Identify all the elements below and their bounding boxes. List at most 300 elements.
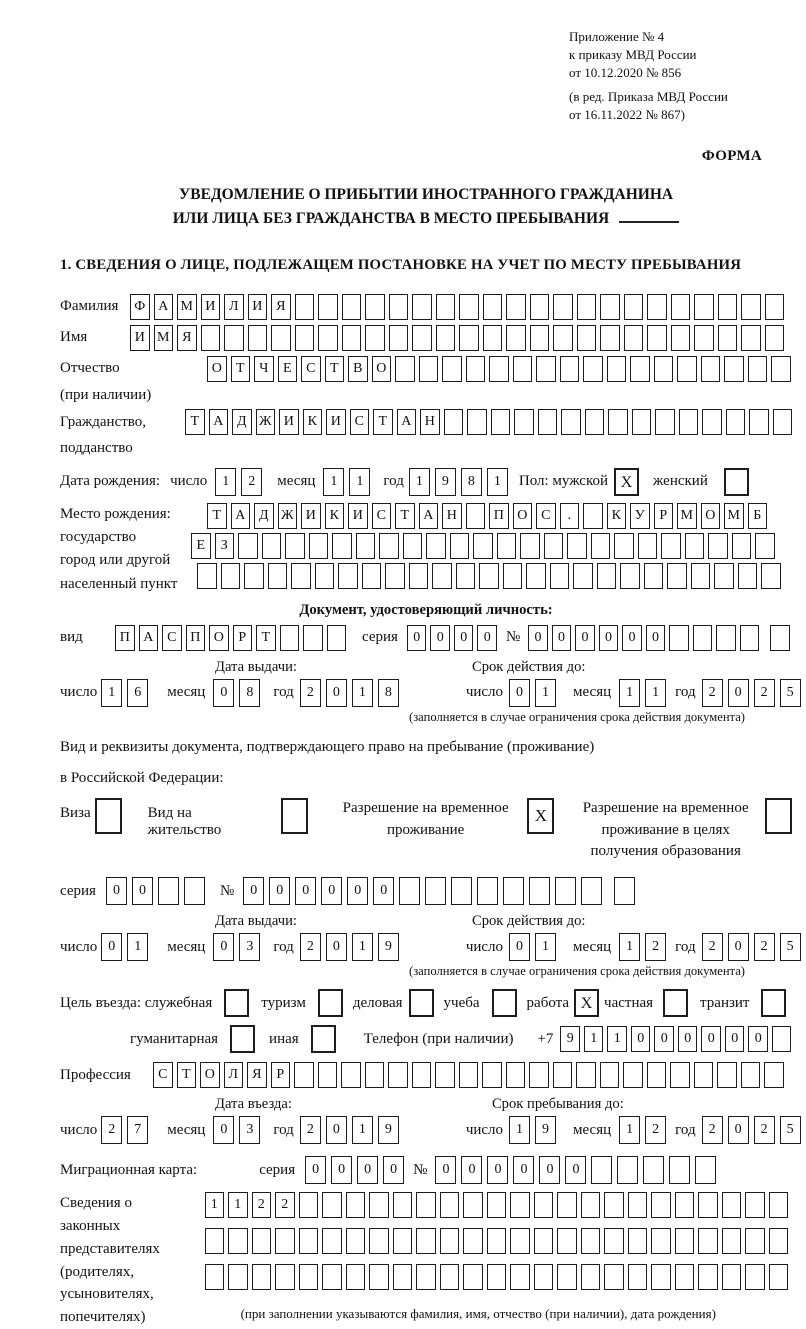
char-box[interactable]: 0 (622, 625, 642, 651)
char-box[interactable] (638, 533, 658, 559)
char-box[interactable]: 0 (477, 625, 497, 651)
char-box[interactable] (628, 1192, 648, 1218)
char-box[interactable] (303, 625, 323, 651)
char-box[interactable] (477, 877, 498, 905)
char-box[interactable] (416, 1192, 436, 1218)
char-box[interactable] (600, 1062, 620, 1088)
char-box[interactable]: 0 (539, 1156, 560, 1184)
char-box[interactable] (322, 1264, 342, 1290)
char-box[interactable] (764, 1062, 784, 1088)
char-box[interactable]: 0 (383, 1156, 404, 1184)
char-box[interactable] (412, 325, 432, 351)
char-box[interactable]: Д (254, 503, 274, 529)
char-box[interactable]: 2 (702, 933, 723, 961)
char-box[interactable] (604, 1192, 624, 1218)
char-box[interactable] (506, 1062, 526, 1088)
char-box[interactable] (536, 356, 556, 382)
purpose-private-checkbox[interactable] (663, 989, 688, 1017)
char-box[interactable] (432, 563, 452, 589)
char-box[interactable] (451, 877, 472, 905)
char-box[interactable]: Б (748, 503, 768, 529)
char-box[interactable] (534, 1228, 554, 1254)
char-box[interactable]: 2 (300, 1116, 321, 1144)
char-box[interactable] (510, 1192, 530, 1218)
char-box[interactable] (459, 1062, 479, 1088)
purpose-official-checkbox[interactable] (224, 989, 249, 1017)
char-box[interactable]: С (350, 409, 370, 435)
char-box[interactable]: Ж (256, 409, 276, 435)
char-box[interactable]: К (325, 503, 345, 529)
char-box[interactable] (409, 563, 429, 589)
char-box[interactable]: П (186, 625, 206, 651)
char-box[interactable] (362, 563, 382, 589)
char-box[interactable]: М (177, 294, 197, 320)
char-box[interactable]: 0 (407, 625, 427, 651)
char-box[interactable]: 2 (754, 933, 775, 961)
char-box[interactable]: 0 (654, 1026, 674, 1052)
char-box[interactable] (463, 1264, 483, 1290)
char-box[interactable]: 0 (101, 933, 122, 961)
char-box[interactable]: 2 (702, 1116, 723, 1144)
char-box[interactable] (748, 356, 768, 382)
char-box[interactable]: О (701, 503, 721, 529)
char-box[interactable]: В (348, 356, 368, 382)
char-box[interactable] (369, 1264, 389, 1290)
char-box[interactable]: 9 (378, 933, 399, 961)
char-box[interactable]: И (279, 409, 299, 435)
char-box[interactable] (466, 356, 486, 382)
char-box[interactable] (555, 877, 576, 905)
char-box[interactable]: 2 (275, 1192, 295, 1218)
char-box[interactable] (466, 503, 486, 529)
char-box[interactable] (722, 1192, 742, 1218)
char-box[interactable] (608, 409, 628, 435)
char-box[interactable] (318, 294, 338, 320)
char-box[interactable] (675, 1264, 695, 1290)
char-box[interactable] (514, 409, 534, 435)
char-box[interactable] (205, 1264, 225, 1290)
char-box[interactable]: 0 (509, 679, 530, 707)
char-box[interactable]: 0 (725, 1026, 745, 1052)
char-box[interactable]: 0 (513, 1156, 534, 1184)
char-box[interactable] (285, 533, 305, 559)
char-box[interactable]: 0 (728, 1116, 749, 1144)
char-box[interactable]: 0 (528, 625, 548, 651)
char-box[interactable]: 1 (323, 468, 344, 496)
char-box[interactable]: 0 (357, 1156, 378, 1184)
char-box[interactable]: 1 (619, 1116, 640, 1144)
char-box[interactable] (271, 325, 291, 351)
char-box[interactable] (765, 294, 785, 320)
char-box[interactable] (491, 409, 511, 435)
char-box[interactable] (506, 325, 526, 351)
char-box[interactable]: 1 (607, 1026, 627, 1052)
char-box[interactable]: 1 (535, 933, 556, 961)
char-box[interactable] (694, 325, 714, 351)
char-box[interactable]: Л (224, 294, 244, 320)
char-box[interactable] (745, 1192, 765, 1218)
char-box[interactable]: 2 (300, 933, 321, 961)
char-box[interactable] (560, 356, 580, 382)
char-box[interactable]: Т (185, 409, 205, 435)
char-box[interactable]: . (560, 503, 580, 529)
char-box[interactable] (346, 1192, 366, 1218)
char-box[interactable] (604, 1264, 624, 1290)
char-box[interactable] (661, 533, 681, 559)
char-box[interactable] (667, 563, 687, 589)
char-box[interactable] (694, 294, 714, 320)
char-box[interactable] (670, 1062, 690, 1088)
char-box[interactable] (338, 563, 358, 589)
char-box[interactable] (695, 1156, 716, 1184)
char-box[interactable] (669, 625, 689, 651)
char-box[interactable]: Т (256, 625, 276, 651)
char-box[interactable] (513, 356, 533, 382)
char-box[interactable] (299, 1228, 319, 1254)
char-box[interactable]: Я (247, 1062, 267, 1088)
char-box[interactable]: К (607, 503, 627, 529)
char-box[interactable]: О (209, 625, 229, 651)
char-box[interactable] (244, 563, 264, 589)
char-box[interactable] (346, 1264, 366, 1290)
char-box[interactable] (435, 1062, 455, 1088)
char-box[interactable] (221, 563, 241, 589)
char-box[interactable] (299, 1192, 319, 1218)
char-box[interactable] (675, 1192, 695, 1218)
char-box[interactable] (607, 356, 627, 382)
char-box[interactable] (459, 325, 479, 351)
char-box[interactable] (769, 1192, 789, 1218)
char-box[interactable] (740, 625, 760, 651)
purpose-transit-checkbox[interactable] (761, 989, 786, 1017)
char-box[interactable]: И (326, 409, 346, 435)
char-box[interactable] (765, 325, 785, 351)
char-box[interactable] (714, 563, 734, 589)
char-box[interactable]: А (209, 409, 229, 435)
char-box[interactable] (647, 1062, 667, 1088)
char-box[interactable]: 0 (305, 1156, 326, 1184)
char-box[interactable] (726, 409, 746, 435)
char-box[interactable]: 2 (754, 1116, 775, 1144)
char-box[interactable] (389, 294, 409, 320)
char-box[interactable] (228, 1264, 248, 1290)
char-box[interactable] (275, 1228, 295, 1254)
char-box[interactable] (295, 325, 315, 351)
char-box[interactable]: 0 (461, 1156, 482, 1184)
char-box[interactable] (158, 877, 179, 905)
char-box[interactable]: 3 (239, 933, 260, 961)
char-box[interactable] (761, 563, 781, 589)
char-box[interactable]: Т (207, 503, 227, 529)
char-box[interactable]: 0 (373, 877, 394, 905)
char-box[interactable]: Ж (278, 503, 298, 529)
char-box[interactable] (581, 1264, 601, 1290)
char-box[interactable] (346, 1228, 366, 1254)
char-box[interactable] (651, 1192, 671, 1218)
char-box[interactable]: Т (177, 1062, 197, 1088)
char-box[interactable]: А (397, 409, 417, 435)
char-box[interactable] (197, 563, 217, 589)
char-box[interactable] (342, 325, 362, 351)
char-box[interactable] (677, 356, 697, 382)
char-box[interactable]: 1 (228, 1192, 248, 1218)
char-box[interactable] (341, 1062, 361, 1088)
char-box[interactable] (295, 294, 315, 320)
char-box[interactable] (698, 1228, 718, 1254)
char-box[interactable]: 0 (454, 625, 474, 651)
char-box[interactable] (483, 294, 503, 320)
char-box[interactable] (553, 1062, 573, 1088)
char-box[interactable]: 0 (347, 877, 368, 905)
char-box[interactable] (771, 356, 791, 382)
char-box[interactable]: И (130, 325, 150, 351)
char-box[interactable] (557, 1192, 577, 1218)
char-box[interactable] (718, 294, 738, 320)
char-box[interactable]: 1 (535, 679, 556, 707)
char-box[interactable] (557, 1228, 577, 1254)
char-box[interactable] (702, 409, 722, 435)
char-box[interactable]: 2 (300, 679, 321, 707)
char-box[interactable]: 1 (584, 1026, 604, 1052)
char-box[interactable] (694, 1062, 714, 1088)
char-box[interactable]: 0 (435, 1156, 456, 1184)
char-box[interactable] (416, 1264, 436, 1290)
char-box[interactable] (567, 533, 587, 559)
char-box[interactable]: 0 (728, 679, 749, 707)
char-box[interactable]: 2 (252, 1192, 272, 1218)
char-box[interactable] (534, 1192, 554, 1218)
temp-residence-edu-checkbox[interactable] (765, 798, 792, 834)
char-box[interactable] (463, 1228, 483, 1254)
char-box[interactable] (436, 294, 456, 320)
char-box[interactable] (698, 1192, 718, 1218)
char-box[interactable]: О (513, 503, 533, 529)
char-box[interactable] (459, 294, 479, 320)
char-box[interactable]: Е (191, 533, 211, 559)
char-box[interactable] (655, 409, 675, 435)
char-box[interactable] (440, 1192, 460, 1218)
char-box[interactable] (600, 294, 620, 320)
char-box[interactable]: 1 (619, 933, 640, 961)
char-box[interactable]: М (724, 503, 744, 529)
char-box[interactable] (526, 563, 546, 589)
char-box[interactable]: 1 (352, 1116, 373, 1144)
char-box[interactable]: 5 (780, 1116, 801, 1144)
char-box[interactable]: 0 (326, 679, 347, 707)
char-box[interactable] (755, 533, 775, 559)
char-box[interactable] (745, 1228, 765, 1254)
char-box[interactable] (412, 294, 432, 320)
char-box[interactable] (483, 325, 503, 351)
char-box[interactable]: И (301, 503, 321, 529)
char-box[interactable]: 9 (560, 1026, 580, 1052)
char-box[interactable] (228, 1228, 248, 1254)
char-box[interactable] (573, 563, 593, 589)
char-box[interactable] (416, 1228, 436, 1254)
char-box[interactable] (647, 294, 667, 320)
sex-male-checkbox[interactable]: X (614, 468, 639, 496)
char-box[interactable] (444, 409, 464, 435)
purpose-tourism-checkbox[interactable] (318, 989, 343, 1017)
char-box[interactable] (623, 1062, 643, 1088)
char-box[interactable] (654, 356, 674, 382)
char-box[interactable]: 0 (509, 933, 530, 961)
char-box[interactable]: 0 (728, 933, 749, 961)
char-box[interactable] (553, 325, 573, 351)
char-box[interactable]: 0 (748, 1026, 768, 1052)
char-box[interactable] (749, 409, 769, 435)
char-box[interactable] (717, 1062, 737, 1088)
char-box[interactable]: 5 (780, 933, 801, 961)
char-box[interactable]: 1 (352, 933, 373, 961)
char-box[interactable] (773, 409, 793, 435)
char-box[interactable]: И (348, 503, 368, 529)
char-box[interactable]: 2 (702, 679, 723, 707)
char-box[interactable] (275, 1264, 295, 1290)
char-box[interactable]: 0 (487, 1156, 508, 1184)
char-box[interactable] (252, 1228, 272, 1254)
char-box[interactable] (577, 294, 597, 320)
char-box[interactable]: 0 (575, 625, 595, 651)
char-box[interactable] (679, 409, 699, 435)
residence-permit-checkbox[interactable] (281, 798, 308, 834)
char-box[interactable]: 1 (101, 679, 122, 707)
char-box[interactable] (473, 533, 493, 559)
char-box[interactable]: Т (231, 356, 251, 382)
char-box[interactable]: Н (420, 409, 440, 435)
temp-residence-checkbox[interactable]: X (527, 798, 554, 834)
char-box[interactable] (419, 356, 439, 382)
char-box[interactable] (647, 325, 667, 351)
char-box[interactable] (224, 325, 244, 351)
char-box[interactable] (534, 1264, 554, 1290)
char-box[interactable]: 9 (535, 1116, 556, 1144)
char-box[interactable]: 1 (215, 468, 236, 496)
char-box[interactable] (356, 533, 376, 559)
char-box[interactable] (591, 1156, 612, 1184)
char-box[interactable] (291, 563, 311, 589)
char-box[interactable]: Н (442, 503, 462, 529)
char-box[interactable] (651, 1228, 671, 1254)
char-box[interactable] (487, 1228, 507, 1254)
char-box[interactable]: 0 (678, 1026, 698, 1052)
char-box[interactable] (315, 563, 335, 589)
char-box[interactable] (369, 1192, 389, 1218)
char-box[interactable]: 2 (101, 1116, 122, 1144)
char-box[interactable] (379, 533, 399, 559)
char-box[interactable]: Т (325, 356, 345, 382)
char-box[interactable]: Р (271, 1062, 291, 1088)
char-box[interactable] (393, 1264, 413, 1290)
char-box[interactable] (576, 1062, 596, 1088)
char-box[interactable]: 1 (127, 933, 148, 961)
char-box[interactable]: 1 (349, 468, 370, 496)
char-box[interactable] (620, 563, 640, 589)
char-box[interactable]: Е (278, 356, 298, 382)
char-box[interactable]: С (536, 503, 556, 529)
char-box[interactable]: 8 (378, 679, 399, 707)
char-box[interactable]: 5 (780, 679, 801, 707)
char-box[interactable]: 9 (435, 468, 456, 496)
char-box[interactable] (628, 1264, 648, 1290)
char-box[interactable]: З (215, 533, 235, 559)
char-box[interactable]: 0 (243, 877, 264, 905)
char-box[interactable] (691, 563, 711, 589)
purpose-business-checkbox[interactable] (409, 989, 434, 1017)
char-box[interactable]: 1 (352, 679, 373, 707)
char-box[interactable] (745, 1264, 765, 1290)
char-box[interactable]: У (630, 503, 650, 529)
purpose-humanitarian-checkbox[interactable] (230, 1025, 255, 1053)
char-box[interactable] (741, 1062, 761, 1088)
char-box[interactable]: 0 (269, 877, 290, 905)
char-box[interactable] (440, 1228, 460, 1254)
char-box[interactable]: 1 (645, 679, 666, 707)
char-box[interactable] (675, 1228, 695, 1254)
char-box[interactable] (482, 1062, 502, 1088)
char-box[interactable] (693, 625, 713, 651)
char-box[interactable] (385, 563, 405, 589)
char-box[interactable]: 1 (409, 468, 430, 496)
char-box[interactable] (342, 294, 362, 320)
char-box[interactable] (741, 325, 761, 351)
char-box[interactable] (724, 356, 744, 382)
char-box[interactable]: А (139, 625, 159, 651)
char-box[interactable] (318, 325, 338, 351)
char-box[interactable] (614, 877, 635, 905)
char-box[interactable] (550, 563, 570, 589)
char-box[interactable]: 1 (487, 468, 508, 496)
char-box[interactable]: 9 (378, 1116, 399, 1144)
char-box[interactable] (456, 563, 476, 589)
char-box[interactable]: 0 (646, 625, 666, 651)
char-box[interactable] (395, 356, 415, 382)
char-box[interactable] (581, 877, 602, 905)
char-box[interactable]: 0 (331, 1156, 352, 1184)
char-box[interactable]: С (301, 356, 321, 382)
char-box[interactable]: А (154, 294, 174, 320)
char-box[interactable] (520, 533, 540, 559)
char-box[interactable]: 1 (205, 1192, 225, 1218)
char-box[interactable]: П (489, 503, 509, 529)
char-box[interactable] (442, 356, 462, 382)
char-box[interactable]: 0 (565, 1156, 586, 1184)
char-box[interactable] (581, 1228, 601, 1254)
char-box[interactable] (497, 533, 517, 559)
char-box[interactable]: 1 (509, 1116, 530, 1144)
char-box[interactable]: Т (373, 409, 393, 435)
char-box[interactable] (617, 1156, 638, 1184)
char-box[interactable] (389, 325, 409, 351)
char-box[interactable] (369, 1228, 389, 1254)
char-box[interactable]: Р (654, 503, 674, 529)
char-box[interactable] (585, 409, 605, 435)
char-box[interactable] (624, 325, 644, 351)
char-box[interactable]: 0 (213, 1116, 234, 1144)
char-box[interactable] (510, 1228, 530, 1254)
char-box[interactable]: С (372, 503, 392, 529)
char-box[interactable]: С (153, 1062, 173, 1088)
char-box[interactable]: 0 (552, 625, 572, 651)
char-box[interactable] (322, 1228, 342, 1254)
char-box[interactable] (201, 325, 221, 351)
char-box[interactable] (489, 356, 509, 382)
char-box[interactable]: Ч (254, 356, 274, 382)
char-box[interactable]: 2 (754, 679, 775, 707)
char-box[interactable] (393, 1192, 413, 1218)
char-box[interactable]: О (207, 356, 227, 382)
char-box[interactable] (772, 1026, 792, 1052)
